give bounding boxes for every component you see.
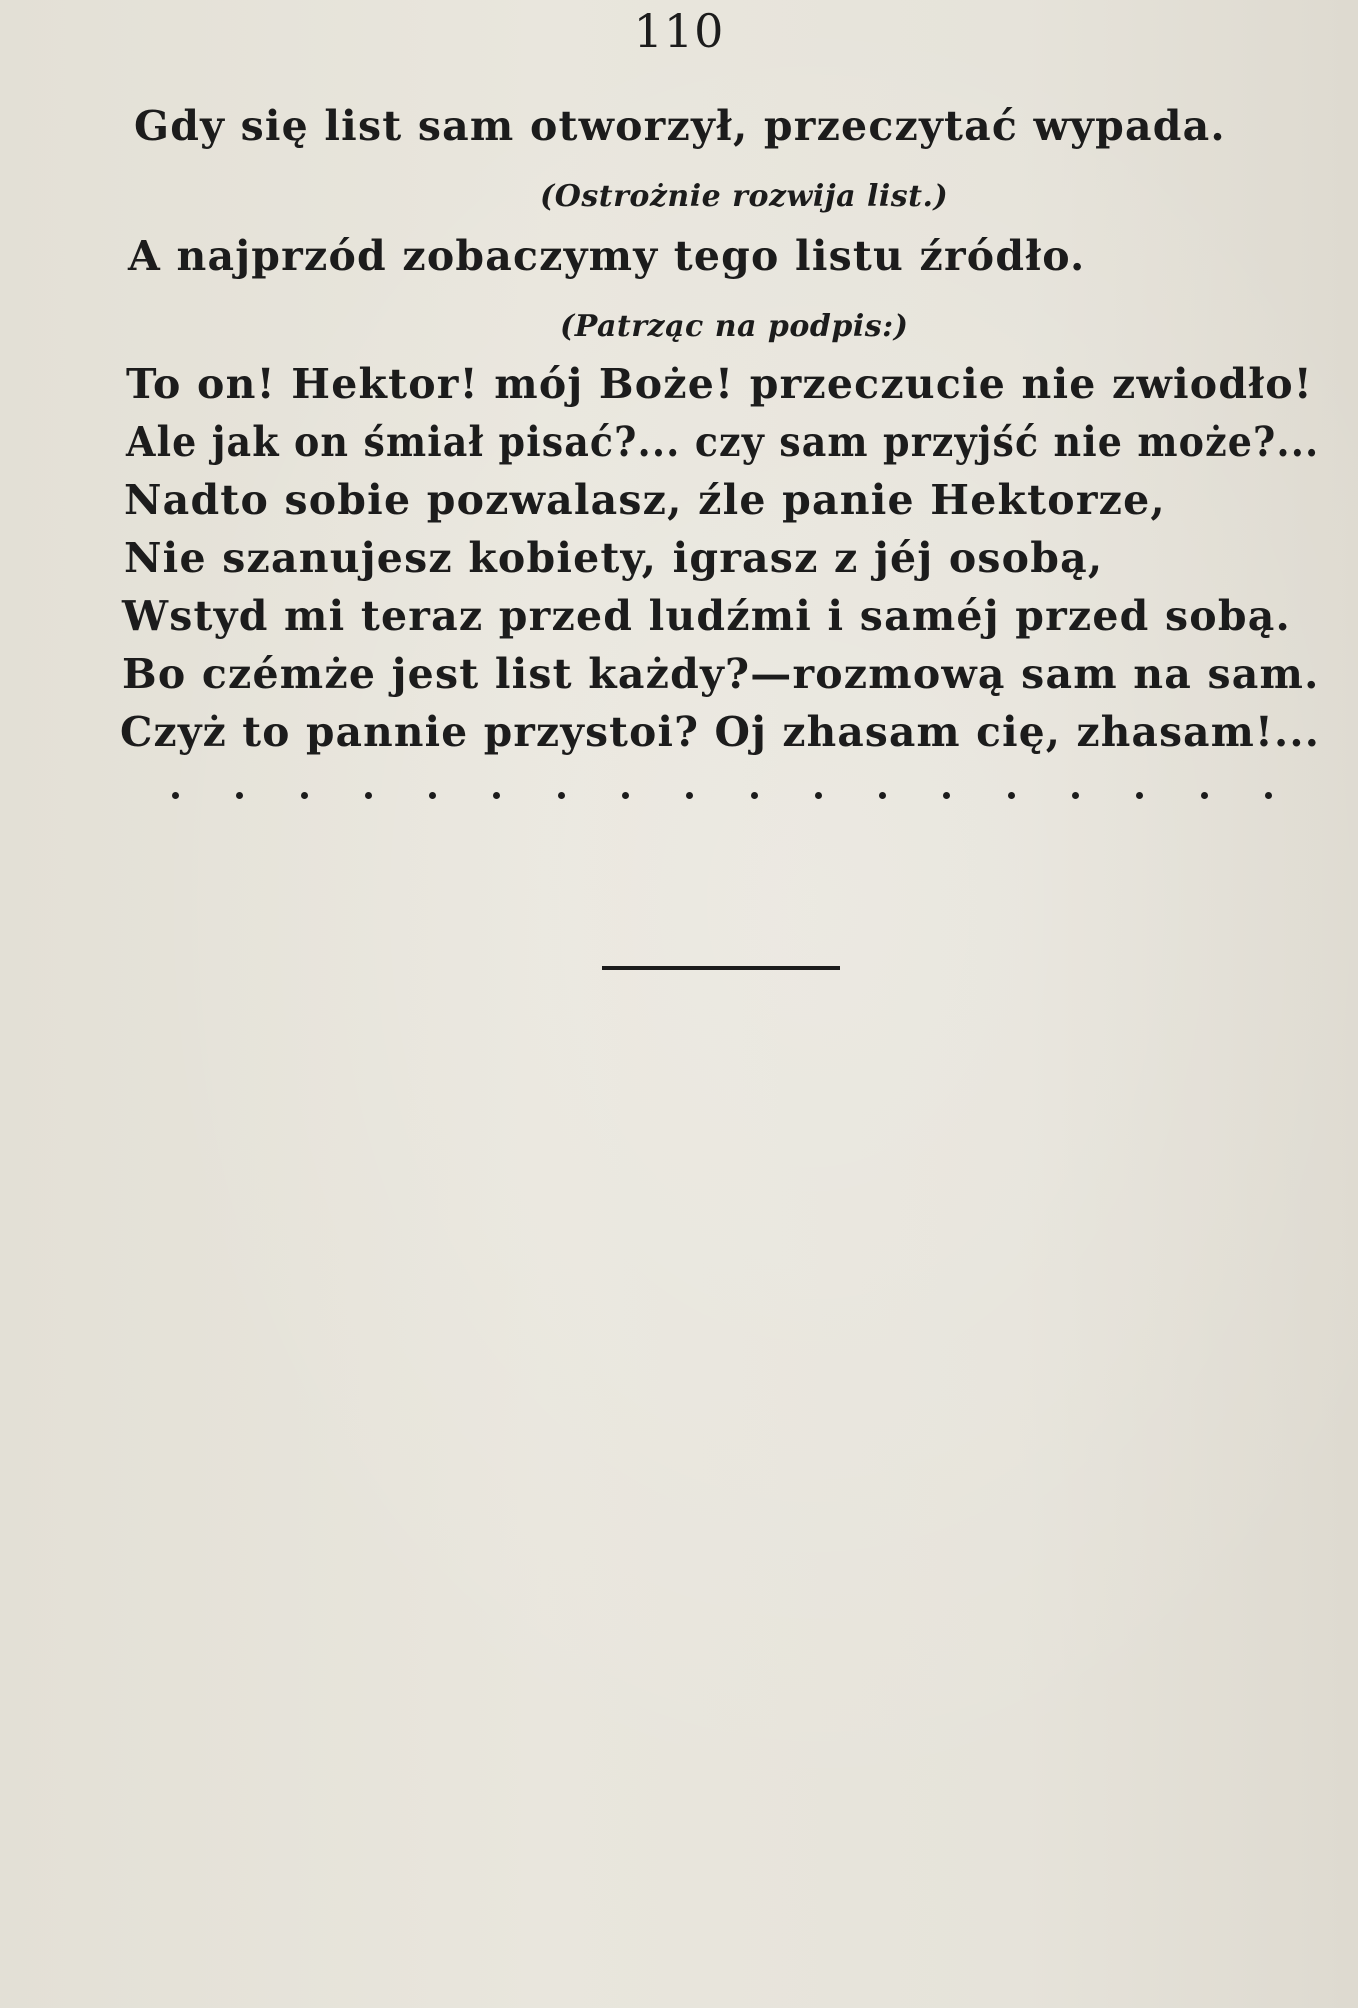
ellipsis-dot (686, 792, 693, 799)
verse-line-7: Wstyd mi teraz przed ludźmi i saméj przed sobą. (122, 592, 1291, 640)
ellipsis-dot (622, 792, 629, 799)
stage-direction-1: (Ostrożnie rozwija list.) (540, 179, 949, 214)
ellipsis-dots (172, 774, 1272, 818)
ellipsis-dot (879, 792, 886, 799)
verse-line-8: Bo czémże jest list każdy?—rozmową sam na sam. (122, 650, 1320, 698)
ellipsis-dot (1008, 792, 1015, 799)
page-number: 110 (633, 4, 725, 58)
ellipsis-dot (172, 792, 179, 799)
ellipsis-dot (1201, 792, 1208, 799)
ellipsis-dot (429, 792, 436, 799)
ellipsis-dot (943, 792, 950, 799)
verse-line-5: Nadto sobie pozwalasz, źle panie Hektorze, (124, 476, 1166, 524)
ellipsis-dot (493, 792, 500, 799)
ellipsis-dot (558, 792, 565, 799)
ellipsis-dot (236, 792, 243, 799)
verse-line-3: To on! Hektor! mój Boże! przeczucie nie zwiodło! (126, 360, 1313, 408)
ellipsis-dot (751, 792, 758, 799)
ellipsis-dot (1136, 792, 1143, 799)
section-rule (602, 966, 840, 970)
verse-line-9: Czyż to pannie przystoi? Oj zhasam cię, zhasam!... (120, 708, 1321, 756)
ellipsis-dot (815, 792, 822, 799)
verse-line-6: Nie szanujesz kobiety, igrasz z jéj osobą, (124, 534, 1104, 582)
verse-line-1: Gdy się list sam otworzył, przeczytać wypada. (134, 102, 1226, 150)
ellipsis-dot (1072, 792, 1079, 799)
verse-line-4: Ale jak on śmiał pisać?... czy sam przyjść nie może?... (126, 418, 1320, 466)
ellipsis-dot (1265, 792, 1272, 799)
stage-direction-2: (Patrząc na podpis:) (560, 309, 909, 344)
ellipsis-dot (301, 792, 308, 799)
ellipsis-dot (365, 792, 372, 799)
verse-line-2: A najprzód zobaczymy tego listu źródło. (128, 232, 1086, 280)
